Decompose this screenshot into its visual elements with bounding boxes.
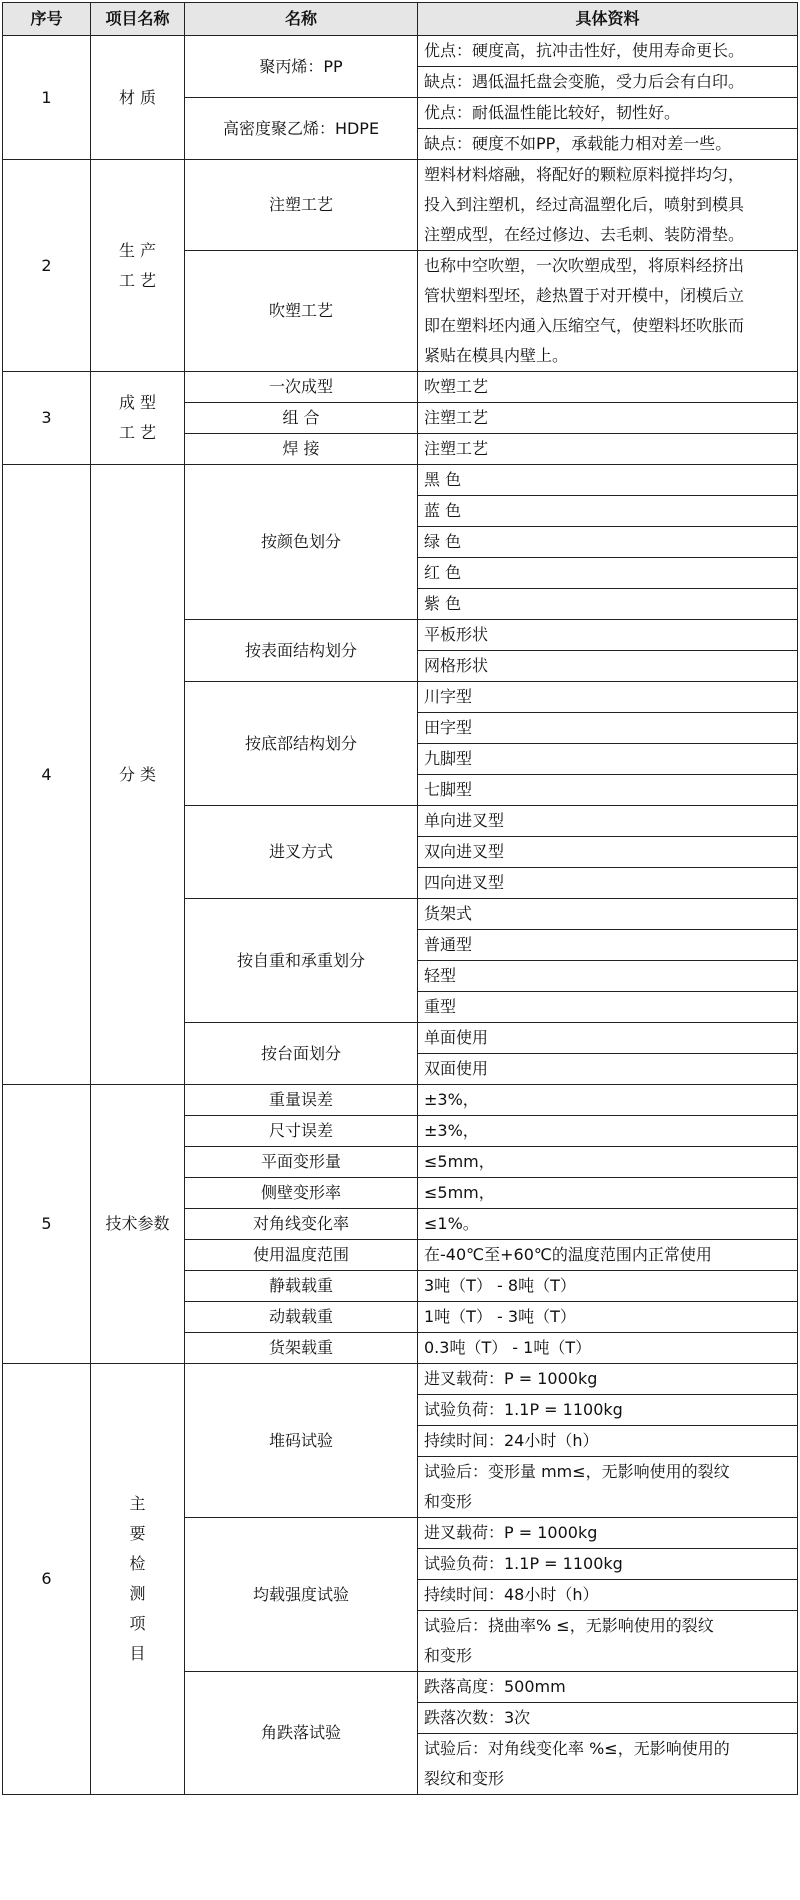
item-detail: 双向进叉型 bbox=[418, 837, 798, 868]
item-detail: ≤5mm， bbox=[418, 1147, 798, 1178]
item-detail: 绿 色 bbox=[418, 527, 798, 558]
item-name: 注塑工艺 bbox=[185, 160, 418, 251]
item-name: 尺寸误差 bbox=[185, 1116, 418, 1147]
item-detail: 持续时间：48小时（h） bbox=[418, 1580, 798, 1611]
item-detail: 0.3吨（T） - 1吨（T） bbox=[418, 1333, 798, 1364]
item-detail: 跌落次数：3次 bbox=[418, 1703, 798, 1734]
item-detail: 七脚型 bbox=[418, 775, 798, 806]
item-detail: 跌落高度：500mm bbox=[418, 1672, 798, 1703]
section-number: 6 bbox=[3, 1364, 91, 1795]
item-detail: 缺点：硬度不如PP，承载能力相对差一些。 bbox=[418, 129, 798, 160]
table-row bbox=[3, 372, 798, 403]
section-item-name: 材 质 bbox=[91, 36, 185, 160]
item-detail: 紫 色 bbox=[418, 589, 798, 620]
item-name: 按表面结构划分 bbox=[185, 620, 418, 682]
item-name: 按颜色划分 bbox=[185, 465, 418, 620]
item-detail: 吹塑工艺 bbox=[418, 372, 798, 403]
item-name: 吹塑工艺 bbox=[185, 251, 418, 372]
item-detail: 缺点：遇低温托盘会变脆，受力后会有白印。 bbox=[418, 67, 798, 98]
section-item-name: 技术参数 bbox=[91, 1085, 185, 1364]
item-name: 平面变形量 bbox=[185, 1147, 418, 1178]
item-name: 组 合 bbox=[185, 403, 418, 434]
section-item-name: 成 型 工 艺 bbox=[91, 372, 185, 465]
item-detail: 轻型 bbox=[418, 961, 798, 992]
item-name: 均载强度试验 bbox=[185, 1518, 418, 1672]
section-number: 3 bbox=[3, 372, 91, 465]
item-detail: 进叉载荷：P = 1000kg bbox=[418, 1364, 798, 1395]
spec-table bbox=[2, 2, 798, 1795]
item-detail: 网格形状 bbox=[418, 651, 798, 682]
item-name: 货架载重 bbox=[185, 1333, 418, 1364]
item-detail: 进叉载荷：P = 1000kg bbox=[418, 1518, 798, 1549]
item-detail: 九脚型 bbox=[418, 744, 798, 775]
item-detail: 田字型 bbox=[418, 713, 798, 744]
item-detail: ≤5mm， bbox=[418, 1178, 798, 1209]
item-name: 对角线变化率 bbox=[185, 1209, 418, 1240]
item-detail: 优点：硬度高，抗冲击性好，使用寿命更长。 bbox=[418, 36, 798, 67]
item-detail: 也称中空吹塑，一次吹塑成型，将原料经挤出 管状塑料型坯，趁热置于对开模中，闭模后立 即在塑料坯内通入压缩空气，使塑料坯吹胀而 紧贴在模具内壁上。 bbox=[418, 251, 798, 372]
table-row bbox=[3, 36, 798, 67]
item-name: 侧壁变形率 bbox=[185, 1178, 418, 1209]
item-name: 按台面划分 bbox=[185, 1023, 418, 1085]
item-name: 焊 接 bbox=[185, 434, 418, 465]
table-row bbox=[3, 160, 798, 251]
item-name: 重量误差 bbox=[185, 1085, 418, 1116]
section-number: 5 bbox=[3, 1085, 91, 1364]
item-name: 进叉方式 bbox=[185, 806, 418, 899]
header-no: 序号 bbox=[3, 3, 91, 36]
item-detail: ≤1%。 bbox=[418, 1209, 798, 1240]
item-detail: 货架式 bbox=[418, 899, 798, 930]
item-name: 角跌落试验 bbox=[185, 1672, 418, 1795]
item-detail: 试验负荷：1.1P = 1100kg bbox=[418, 1549, 798, 1580]
header-name: 名称 bbox=[185, 3, 418, 36]
item-detail: 蓝 色 bbox=[418, 496, 798, 527]
item-detail: 试验后：挠曲率% ≤，无影响使用的裂纹 和变形 bbox=[418, 1611, 798, 1672]
item-detail: 试验后：对角线变化率 %≤，无影响使用的 裂纹和变形 bbox=[418, 1734, 798, 1795]
item-detail: 双面使用 bbox=[418, 1054, 798, 1085]
item-detail: 单面使用 bbox=[418, 1023, 798, 1054]
section-item-name: 生 产 工 艺 bbox=[91, 160, 185, 372]
header-item: 项目名称 bbox=[91, 3, 185, 36]
table-row bbox=[3, 1364, 798, 1395]
table-row bbox=[3, 1085, 798, 1116]
item-name: 使用温度范围 bbox=[185, 1240, 418, 1271]
item-detail: 注塑工艺 bbox=[418, 434, 798, 465]
item-detail: 单向进叉型 bbox=[418, 806, 798, 837]
item-detail: 平板形状 bbox=[418, 620, 798, 651]
item-detail: 在-40℃至+60℃的温度范围内正常使用 bbox=[418, 1240, 798, 1271]
item-detail: 红 色 bbox=[418, 558, 798, 589]
header-detail: 具体资料 bbox=[418, 3, 798, 36]
item-detail: ±3%， bbox=[418, 1085, 798, 1116]
item-name: 静载载重 bbox=[185, 1271, 418, 1302]
section-item-name: 分 类 bbox=[91, 465, 185, 1085]
header-row bbox=[3, 3, 798, 36]
item-detail: 1吨（T） - 3吨（T） bbox=[418, 1302, 798, 1333]
item-name: 按底部结构划分 bbox=[185, 682, 418, 806]
item-detail: 持续时间：24小时（h） bbox=[418, 1426, 798, 1457]
section-number: 1 bbox=[3, 36, 91, 160]
item-detail: 试验负荷：1.1P = 1100kg bbox=[418, 1395, 798, 1426]
section-number: 2 bbox=[3, 160, 91, 372]
item-name: 按自重和承重划分 bbox=[185, 899, 418, 1023]
section-item-name: 主 要 检 测 项 目 bbox=[91, 1364, 185, 1795]
item-detail: 川字型 bbox=[418, 682, 798, 713]
item-name: 聚丙烯：PP bbox=[185, 36, 418, 98]
item-name: 高密度聚乙烯：HDPE bbox=[185, 98, 418, 160]
item-detail: 优点：耐低温性能比较好，韧性好。 bbox=[418, 98, 798, 129]
item-detail: ±3%， bbox=[418, 1116, 798, 1147]
item-detail: 重型 bbox=[418, 992, 798, 1023]
item-detail: 3吨（T） - 8吨（T） bbox=[418, 1271, 798, 1302]
item-detail: 试验后：变形量 mm≤，无影响使用的裂纹 和变形 bbox=[418, 1457, 798, 1518]
section-number: 4 bbox=[3, 465, 91, 1085]
item-name: 动载载重 bbox=[185, 1302, 418, 1333]
item-name: 一次成型 bbox=[185, 372, 418, 403]
item-detail: 注塑工艺 bbox=[418, 403, 798, 434]
item-detail: 普通型 bbox=[418, 930, 798, 961]
item-name: 堆码试验 bbox=[185, 1364, 418, 1518]
table-row bbox=[3, 465, 798, 496]
item-detail: 塑料材料熔融，将配好的颗粒原料搅拌均匀， 投入到注塑机，经过高温塑化后，喷射到模具 注塑成型，在经过修边、去毛刺、装防滑垫。 bbox=[418, 160, 798, 251]
item-detail: 四向进叉型 bbox=[418, 868, 798, 899]
item-detail: 黑 色 bbox=[418, 465, 798, 496]
